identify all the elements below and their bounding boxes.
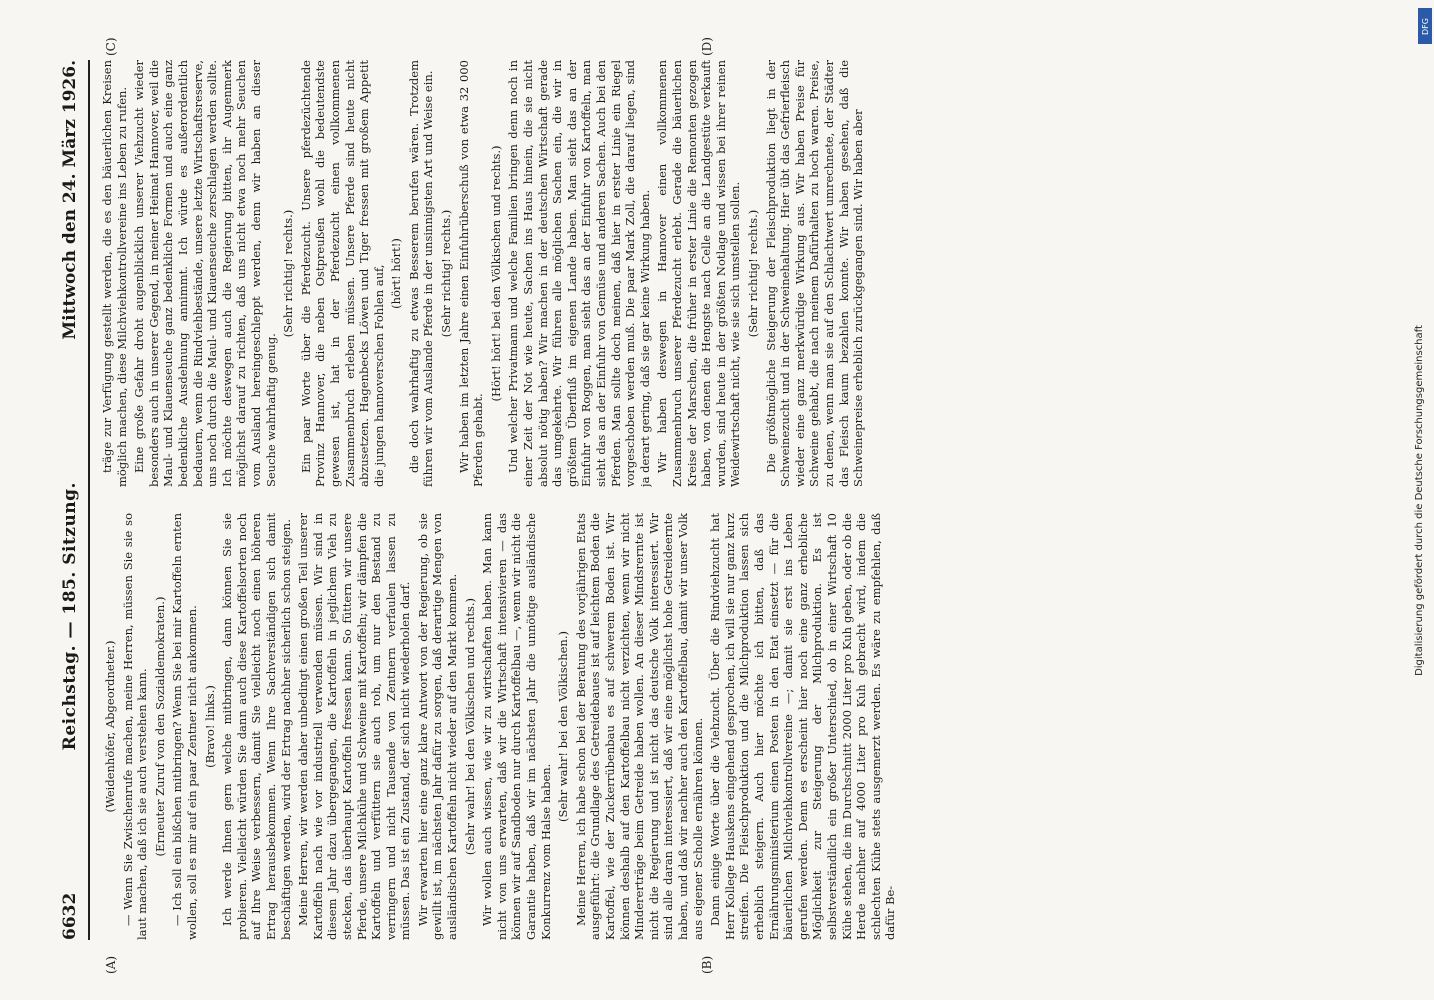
rotated-page	[60, 37, 1320, 974]
margin-mark-d: (D)	[700, 37, 714, 56]
paragraph: Meine Herren, ich habe schon bei der Beratung des vorjährigen Etats ausgeführt: die Grundlage des Getreidebaues ist auf leichtem Boden die Kartoffel, wie der Zuckerrübenbau es auf schwerem Boden ist. Wir können deshalb auf den Kartoffelbau nicht verzichten, wenn wir nicht Mindererträge beim Getreide haben wollen. An dieser Mindsrernte ist nicht die Regierung und ist nicht das deutsche Volk interessiert. Wir sind alle daran interessiert, daß wir eine möglichst hohe Getreideernte haben, und daß wir nachher auch den Kartoffelbau, damit wir unser Volk aus eigener Scholle ernähren können.	[573, 513, 705, 940]
page-number: 6632	[60, 892, 80, 940]
session-date: Mittwoch den 24. März 1926.	[60, 60, 80, 340]
paragraph: Wir haben im letzten Jahre einen Einfuhrüberschuß von etwa 32 000 Pferden gehabt.	[456, 60, 486, 487]
margin-mark-a: (A)	[104, 955, 118, 974]
paragraph: (Bravo! links.)	[202, 685, 217, 768]
paragraph: Wir erwarten hier eine ganz klare Antwort von der Regierung, ob sie gewillt ist, im nächsten Jahr dafür zu sorgen, daß derartige Mengen von ausländischen Kartoffeln nicht wieder auf den Markt kommen.	[415, 513, 460, 940]
paragraph: (Sehr wahr! bei den Völkischen und rechts.)	[462, 597, 477, 856]
left-column	[100, 513, 1310, 940]
paragraph: Meine Herren, wir werden daher unbedingt einen großen Teil unserer Kartoffeln nach wie vor industriell verwenden müssen. Wir sind in diesem Jahr dazu übergegangen, die Kartoffeln in jeglichem Vieh zu stecken, das überhaupt Kartoffeln fressen kann. So füttern wir unsere Pferde, unsere Milchkühe und Schweine mit Kartoffeln; wir dämpfen die Kartoffeln und verfüttern sie auch roh, um nur den Bestand zu verringern und nicht Tausende von Zentnern verfaulen lassen zu müssen. Das ist ein Zustand, der sich nicht wiederholen darf.	[296, 513, 413, 940]
paragraph: Und welcher Privatmann und welche Familien bringen denn noch in einer Zeit der Not wie heute, Sachen ins Haus hinein, die sie nicht absolut nötig haben? Wir machen in der deutschen Wirtschaft gerade das umgekehrte. Wir führen alle möglichen Sachen ein, die wir in größtem Überfluß im eigenen Lande haben. Man sieht das an der Einfuhr von Roggen, man sieht das an der Einfuhr von Kartoffeln, man sieht das an der Einfuhr von Gemüse und anderen Sachen. Auch bei den Pferden. Man sollte doch meinen, daß hier in erster Linie ein Riegel vorgeschoben werden muß. Die paar Mark Zoll, die darauf liegen, sind ja derart gering, daß sie gar keine Wirkung haben.	[506, 60, 652, 487]
paragraph: (Sehr richtig! rechts.)	[439, 209, 454, 338]
paragraph: — Ich soll ein bißchen mitbringen? Wenn Sie bei mir Kartoffeln ernten wollen, soll es mir auf ein paar Zentner nicht ankommen.	[170, 513, 199, 940]
header-rule	[88, 60, 90, 940]
paragraph: Dann einige Worte über die Viehzucht. Über die Rindviehzucht hat Herr Kollege Hauskens eingehend gesprochen, ich will sie nur ganz kurz streifen. Die Fleischproduktion und die Milchproduktion lassen sich erheblich steigern. Auch hier möchte ich bitten, daß das Ernährungsministerium einen Posten in den Etat einsetzt — für die bäuerlichen Milchviehkontrollvereine —; damit sie erst ins Leben gerufen werden. Denn es erscheint hier noch eine ganz erhebliche Möglichkeit zur Steigerung der Milchproduktion. Es ist selbstverständlich ein großer Unterschied, ob in einer Wirtschaft 10 Kühe stehen, die im Durchschnitt 2000 Liter pro Kuh geben, oder ob die Herde nachher auf 4000 Liter pro Kuh gebracht wird, indem die schlechten Kühe stets ausgemerzt werden. Es wäre zu empfehlen, daß dafür Be-	[708, 513, 898, 940]
paragraph: (hört! hört!)	[389, 238, 404, 309]
right-column	[100, 60, 1310, 487]
paragraph: (Hört! hört! bei den Völkischen und rechts.)	[488, 145, 503, 402]
margin-mark-b: (B)	[700, 955, 714, 974]
paragraph: Wir wollen auch wissen, wie wir zu wirtschaften haben. Man kann nicht von uns erwarten, daß wir die Wirtschaft intensivieren — das können wir auf Sandboden nur durch Kartoffelbau —, wenn wir nicht die Garantie haben, daß wir im nächsten Jahr die unnötige ausländische Konkurrenz vom Halse haben.	[480, 513, 553, 940]
running-title: Reichstag. — 185. Sitzung.	[60, 482, 80, 751]
paragraph: Die größtmögliche Steigerung der Fleischproduktion liegt in der Schweinezucht und in der Schweinehaltung. Hier übt das Gefrierfleisch wieder eine ganz merkwürdige Wirkung aus. Wir haben Preise für Schweine gehabt, die nach meinem Dafürhalten zu hoch waren. Preise, zu denen, wenn man sie auf den Schlachtwert umrechnete, der Städter das Fleisch kaum bezahlen konnte. Wir haben gesehen, daß die Schweinepreise erheblich zurückgegangen sind. Wir haben aber	[763, 60, 866, 487]
paragraph: (Sehr wahr! bei den Völkischen.)	[556, 631, 571, 822]
paragraph: (Sehr richtig! rechts.)	[281, 209, 296, 338]
margin-mark-c: (C)	[104, 37, 118, 56]
funding-note-text: Digitalisierung gefördert durch die Deutsche Forschungsgemeinschaft	[1413, 324, 1425, 676]
paragraph: (Sehr richtig! rechts.)	[745, 209, 760, 338]
paragraph: (Weidenhöfer, Abgeordneter.)	[103, 640, 117, 813]
paragraph: die doch wahrhaftig zu etwas Besserem berufen wären. Trotzdem führen wir vom Auslande Pferde in der unsinnigsten Art und Weise ein.	[406, 60, 436, 487]
funding-note	[1410, 8, 1428, 992]
dfg-logo: DFG	[1418, 8, 1432, 44]
paragraph: Wir haben deswegen in Hannover einen vollkommenen Zusammenbruch unserer Pferdezucht erlebt. Gerade die bäuerlichen Kreise der Marschen, die früher in erster Linie die Remonten gezogen haben, von denen die Hengste nach Celle an die Landgestüte verkauft wurden, sind heute in der größten Notlage und wissen bei ihrer reinen Weidewirtschaft nicht, wie sie sich umstellen sollen.	[655, 60, 743, 487]
paragraph: Ich werde Ihnen gern welche mitbringen, dann können Sie sie probieren. Vielleicht würden Sie dann auch diese Kartoffelsorten noch auf Ihre Weise verbessern, damit Sie vielleicht noch einen höheren Ertrag herausbekommen. Wenn Ihre Sachverständigen sich damit beschäftigen werden, wird der Ertrag nachher sicherlich schon steigen.	[220, 513, 293, 940]
paragraph: Eine große Gefahr droht augenblicklich unserer Viehzucht wieder besonders auch in unserer Gegend, in meiner Heimat Hannover, weil die Maul- und Klauenseuche ganz bedenkliche Formen und auch eine ganz bedenkliche Ausdehnung annimmt. Ich würde es außerordentlich bedauern, wenn die Rindviehbestände, unsere letzte Wirtschaftsreserve, uns noch durch die Maul- und Klauenseuche zerschlagen werden sollte. Ich möchte deswegen auch die Regierung bitten, ihr Augenmerk möglichst darauf zu richten, daß uns nicht etwa noch mehr Seuchen vom Ausland hereingeschleppt werden, denn wir haben an dieser Seuche wahrhaftig genug.	[132, 60, 278, 487]
columns	[100, 60, 1310, 940]
paragraph: — Wenn Sie Zwischenrufe machen, meine Herren, müssen Sie sie so laut machen, daß ich sie auch verstehen kann.	[120, 513, 150, 940]
running-head	[60, 60, 88, 940]
paragraph: Ein paar Worte über die Pferdezucht. Unsere pferdezüchtende Provinz Hannover, die neben Ostpreußen wohl die bedeutendste gewesen ist, hat in der Pferdezucht einen vollkommenen Zusammenbruch erleben müssen. Unsere Pferde sind heute nicht abzusetzen. Hagenbecks Löwen und Tiger fressen mit großem Appetit die jungen hannoverschen Fohlen auf,	[298, 60, 386, 487]
paragraph: (Erneuter Zuruf von den Sozialdemokraten.)	[152, 596, 167, 857]
paragraph: träge zur Verfügung gestellt werden, die es den bäuerlichen Kreisen möglich machen, diese Milchviehkontrollvereine ins Leben zu rufen.	[100, 60, 129, 487]
